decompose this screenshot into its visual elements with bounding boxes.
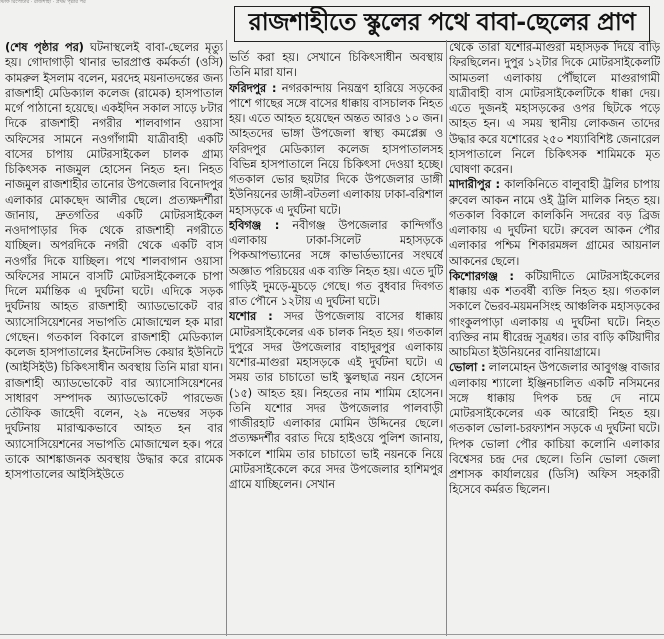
column-1 xyxy=(5,40,223,635)
body-text: নবীগঞ্জ উপজেলার কান্দিগাঁও এলাকায় ঢাকা-সিলেট মহাসড়কে পিকআপভ্যানের সঙ্গে কাভার্ডভ্যানের সংঘর্ষে অজ্ঞাত পরিচয়ের এক ব্যক্তি নিহত হয়। এতে দুটি গাড়িই দুমড়ে-মুচড়ে গেছে। গত বুধবার দিবগত রাত পৌনে ১২টায় এ দুর্ঘটনা ঘটে। xyxy=(229,217,443,308)
body-text: ঘটনাস্থলেই বাবা-ছেলের মৃত্যু হয়। গোদাগাড়ী থানার ভারপ্রাপ্ত কর্মকর্তা (ওসি) কামরুল ইসলাম বলেন, মরদেহ ময়নাতদন্তের জন্য রাজশাহী মেডিক্যাল কলেজ (রামেক) হাসপাতাল মর্গে পাঠানো হয়েছে। একইদিন সকাল সাড়ে ৮টার দিকে রাজশাহী নগরীর শালবাগান ওয়াসা অফিসের সামনে নওগাঁগামী যাত্রীবাহী একটি বাসের চাপায় মোটরসাইকেল চালক গ্রাম্য চিকিৎসক নাজমুল হোসেন নিহত হন। নিহত নাজমুল রাজশাহীর তানোর উপজেলার বিনোদপুর এলাকার মোকছেদ আলীর ছেলে। প্রত্যক্ষদর্শীরা জানায়, দ্রুতগতির একটি মোটরসাইকেল নওদাপাড়ার দিক থেকে রাজশাহী নগরীতে যাচ্ছিল। অপরদিকে নগরী থেকে একটি বাস নওগাঁর দিকে যাচ্ছিল। পথে শালবাগান ওয়াসা অফিসের সামনে বাসটি মোটরসাইকেলকে চাপা দিলে মর্মান্তিক এ দুর্ঘটনা ঘটে। এদিকে সড়ক দুর্ঘটনায় আহত রাজশাহী অ্যাডভোকেট বার অ্যাসোসিয়েশনের সভাপতি মোজাম্মেল হক মারা গেছেন। গতকাল বিকালে রাজশাহী মেডিক্যাল কলেজ হাসপাতালের ইনটেনসিভ কেয়ার ইউনিটে (আইসিইউ) চিকিৎসাধীন অবস্থায় তিনি মারা যান। রাজশাহী অ্যাডভোকেট বার অ্যাসোসিয়েশনের সাধারণ সম্পাদক অ্যাডভোকেট পারভেজ তৌফিক জাহেদী বলেন, ২৯ নভেম্বর সড়ক দুর্ঘটনায় মারাত্মকভাবে আহত হন বার অ্যাসোসিয়েশনের সভাপতি মোজাম্মেল হক। পরে তাকে আশঙ্কাজনক অবস্থায় উদ্ধার করে রামেক হাসপাতালের আইসিইউতে xyxy=(5,40,223,481)
paragraph xyxy=(449,269,660,361)
body-text: নগরকান্দায় নিয়ন্ত্রণ হারিয়ে সড়কের পাশে গাছের সঙ্গে বাসের ধাক্কায় বাসচালক নিহত হয়। এতে আহত হয়েছেন অন্তত আরও ১০ জন। আহতদের ভাঙ্গা উপজেলা স্বাস্থ্য কমপ্লেক্স ও ফরিদপুর মেডিক্যাল কলেজ হাসপাতালসহ বিভিন্ন হাসপাতালে নিয়ে চিকিৎসা দেওয়া হচ্ছে। গতকাল ভোর ছয়টার দিকে উপজেলার ডাঙ্গী ইউনিয়নের ডাঙ্গী-বটতলা এলাকায় ঢাকা-বরিশাল মহাসড়কে এ দুর্ঘটনা ঘটে। xyxy=(229,80,443,217)
paragraph xyxy=(5,40,223,482)
column-divider xyxy=(446,40,447,636)
dateline-bhola: ভোলা : xyxy=(449,360,486,375)
paragraph xyxy=(229,309,443,492)
dateline-jessore: যশোর : xyxy=(229,309,273,324)
paragraph xyxy=(229,81,443,218)
continuation-tag: (শেষ পৃষ্ঠার পর) xyxy=(5,40,84,54)
column-divider xyxy=(226,40,227,636)
dateline-kishoreganj: কিশোরগঞ্জ : xyxy=(449,268,514,283)
paragraph: থেকে তারা যশোর-মাগুরা মহাসড়ক দিয়ে বাড়ি ফিরছিলেন। দুপুর ১২টার দিকে মোটরসাইকেলটি আমতলা এলাকায় পৌঁছালে মাগুরাগামী যাত্রীবাহী বাস মোটরসাইকেলটিকে ধাক্কা দেয়। এতে দুজনই মহাসড়কের ওপর ছিটকে পড়ে আহত হন। এ সময় স্থানীয় লোকজন তাদের উদ্ধার করে যশোরের ২৫০ শয্যাবিশিষ্ট জেনারেল হাসপাতালে নিলে চিকিৎসক শামিমকে মৃত ঘোষণা করেন। xyxy=(449,40,660,176)
paragraph xyxy=(229,218,443,310)
body-text: কটিয়াদীতে মোটরসাইকেলের ধাক্কায় এক শতবর্ষী ব্যক্তি নিহত হয়। গতকাল সকালে ভৈরব-ময়মনসিংহ আঞ্চলিক মহাসড়কের গাংকুলপাড়া এলাকায় এ দুর্ঘটনা ঘটে। নিহত ব্যক্তির নাম ধীরেন্দ্র সূত্রধর। তার বাড়ি কটিয়াদীর আচমিতা ইউনিয়নের বানিয়াগ্রামে। xyxy=(449,268,660,359)
body-text: লালমোহন উপজেলার আবুগঞ্জ বাজার এলাকায় শ্যালো ইঞ্জিনচালিত একটি নসিমনের সঙ্গে ধাক্কায় দিপক চন্দ্র দে নামে মোটরসাইকেলের এক আরোহী নিহত হয়। গতকাল ভোলা-চরফ্যাশন সড়কে এ দুর্ঘটনা ঘটে। দিপক ভোলা পৌর কাচিয়া কলোনি এলাকার বিশ্বেসর চন্দ্র দের ছেলে। তিনি ভোলা জেলা প্রশাসক কার্যালয়ের (ডিসি) অফিস সহকারী হিসেবে কর্মরত ছিলেন। xyxy=(449,360,660,497)
paragraph xyxy=(449,177,660,269)
dateline-habiganj: হবিগঞ্জ : xyxy=(229,217,280,232)
body-text: কালকিনিতে বালুবাহী ট্রলির চাপায় রুবেল আকন নামে ওই ট্রলি মালিক নিহত হয়। গতকাল বিকালে কালকিনি সদরের বড় ব্রিজ এলাকায় এ দুর্ঘটনা ঘটে। রুবেল আকন পৌর এলাকার পশ্চিম শিকারমঙ্গল গ্রামের আয়নাল আকনের ছেলে। xyxy=(449,177,660,268)
column-3 xyxy=(449,40,660,635)
headline: রাজশাহীতে স্কুলের পথে বাবা-ছেলের প্রাণ xyxy=(248,8,636,36)
dateline-faridpur: ফরিদপুর : xyxy=(229,80,277,95)
paragraph xyxy=(449,360,660,497)
dateline-madaripur: মাদারীপুর : xyxy=(449,177,500,192)
page-bottom-rule xyxy=(0,634,664,639)
headline-box xyxy=(234,6,650,42)
body-text: সদর উপজেলায় বাসের ধাক্কায় মোটরসাইকেলের এক চালক নিহত হয়। গতকাল দুপুরে সদর উপজেলার বাহাদুরপুর এলাকায় যশোর-মাগুরা মহাসড়কে এই দুর্ঘটনা ঘটে। এ সময় তার চাচাতো ভাই স্কুলছাত্র নয়ন হোসেন (১৫) আহত হয়। নিহতের নাম শামিম হোসেন। তিনি যশোর সদর উপজেলার পালবাড়ী গাজীরহাট এলাকার মোমিন উদ্দিনের ছেলে। প্রত্যক্ষদর্শীর বরাত দিয়ে হাইওয়ে পুলিশ জানায়, সকালে শামিম তার চাচাতো ভাই নয়নকে নিয়ে মোটরসাইকেলে করে সদর উপজেলার হাশিমপুর গ্রামে যাচ্ছিলেন। সেখান xyxy=(229,309,443,491)
previous-section-edge: স্টাফ রিপোর্টার · রাজশাহী · প্রথম পৃষ্ঠার পর xyxy=(0,0,86,5)
paragraph: ভর্তি করা হয়। সেখানে চিকিৎসাধীন অবস্থায় তিনি মারা যান। xyxy=(229,50,443,80)
column-2 xyxy=(229,50,443,635)
